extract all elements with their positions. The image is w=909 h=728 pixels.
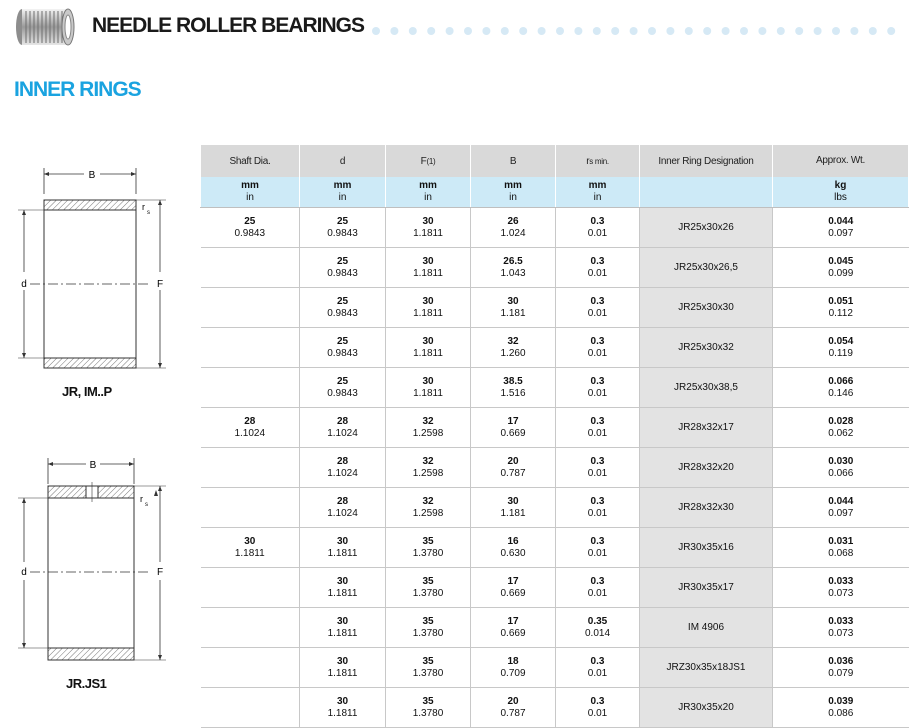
header-f: F(1) [386,145,471,177]
f-cell: 32 1.2598 [386,448,471,488]
decorative-dot [427,27,435,35]
header-weight: Approx. Wt. [773,145,909,177]
shaft-dia-cell [201,488,300,528]
shaft-dia-cell [201,688,300,728]
f-cell: 35 1.3780 [386,528,471,568]
dim-b-label: B [89,460,97,471]
f-cell: 35 1.3780 [386,608,471,648]
designation-cell: IM 4906 [640,608,773,648]
f-cell: 30 1.1811 [386,288,471,328]
f-cell: 30 1.1811 [386,208,471,248]
weight-cell: 0.033 0.073 [773,608,909,648]
decorative-dot [611,27,619,35]
weight-cell: 0.033 0.073 [773,568,909,608]
d-cell: 30 1.1811 [300,648,386,688]
decorative-dot [740,27,748,35]
table-row [201,528,909,568]
table-row [201,288,909,328]
d-cell: 25 0.9843 [300,328,386,368]
r-cell: 0.3 0.01 [556,568,640,608]
designation-cell: JR28x32x30 [640,488,773,528]
decorative-dot [501,27,509,35]
weight-cell: 0.045 0.099 [773,248,909,288]
table-row [201,648,909,688]
decorative-dot [758,27,766,35]
dim-r-label: r [142,202,145,212]
shaft-dia-cell [201,648,300,688]
header-r-sub: s min. [589,156,609,166]
shaft-dia-cell [201,288,300,328]
r-cell: 0.3 0.01 [556,368,640,408]
dim-f-label: F [156,567,164,578]
dim-r-subscript: s [147,210,150,216]
b-cell: 26 1.024 [471,208,556,248]
b-cell: 26.5 1.043 [471,248,556,288]
dim-d-label: d [21,567,27,578]
decorative-dot [869,27,877,35]
decorative-dot [887,27,895,35]
designation-cell: JR25x30x26,5 [640,248,773,288]
decorative-dot [832,27,840,35]
dim-b-label: B [88,170,96,181]
b-cell: 38.5 1.516 [471,368,556,408]
unit-cell: mm in [201,177,300,208]
r-cell: 0.3 0.01 [556,648,640,688]
weight-cell: 0.054 0.119 [773,328,909,368]
figure-label-jr: JR, IM..P [62,384,112,399]
designation-cell: JR25x30x26 [640,208,773,248]
d-cell: 30 1.1811 [300,568,386,608]
weight-cell: 0.028 0.062 [773,408,909,448]
header-r: rs min. [556,145,640,177]
unit-cell: mm in [386,177,471,208]
shaft-dia-cell [201,448,300,488]
header-f-note: (1) [426,156,436,166]
decorative-dot-line [370,25,900,37]
unit-cell: mm in [300,177,386,208]
designation-cell: JR25x30x30 [640,288,773,328]
b-cell: 17 0.669 [471,408,556,448]
weight-cell: 0.036 0.079 [773,648,909,688]
decorative-dot [666,27,674,35]
table-header-row [201,145,909,177]
needle-bearing-icon [14,6,76,48]
b-cell: 20 0.787 [471,448,556,488]
table-row [201,488,909,528]
decorative-dot [538,27,546,35]
page-header [0,0,909,60]
designation-cell: JRZ30x35x18JS1 [640,648,773,688]
table-row [201,568,909,608]
f-cell: 32 1.2598 [386,488,471,528]
table-row [201,608,909,648]
decorative-dot [777,27,785,35]
decorative-dot [482,27,490,35]
header-designation: Inner Ring Designation [640,145,773,177]
designation-cell: JR28x32x17 [640,408,773,448]
r-cell: 0.35 0.014 [556,608,640,648]
table-row [201,248,909,288]
table-units-row [201,177,909,208]
shaft-dia-cell [201,568,300,608]
decorative-dot [850,27,858,35]
d-cell: 28 1.1024 [300,408,386,448]
shaft-dia-cell: 25 0.9843 [201,208,300,248]
dim-r-label: r [140,494,143,504]
weight-cell: 0.044 0.097 [773,488,909,528]
shaft-dia-cell: 30 1.1811 [201,528,300,568]
d-cell: 25 0.9843 [300,288,386,328]
r-cell: 0.3 0.01 [556,528,640,568]
b-cell: 20 0.787 [471,688,556,728]
decorative-dot [446,27,454,35]
ring-cross-section-drawing-with-lube-hole [0,450,200,670]
dim-r-subscript: s [145,502,148,508]
header-d: d [300,145,386,177]
header-b: B [471,145,556,177]
table-row [201,368,909,408]
f-cell: 35 1.3780 [386,568,471,608]
decorative-dot [630,27,638,35]
decorative-dot [795,27,803,35]
decorative-dot [814,27,822,35]
table-row [201,448,909,488]
table-row [201,408,909,448]
r-cell: 0.3 0.01 [556,288,640,328]
d-cell: 30 1.1811 [300,608,386,648]
b-cell: 18 0.709 [471,648,556,688]
shaft-dia-cell: 28 1.1024 [201,408,300,448]
r-cell: 0.3 0.01 [556,408,640,448]
dim-d-label: d [21,279,27,290]
designation-cell: JR25x30x32 [640,328,773,368]
section-title: INNER RINGS [14,78,141,101]
table-row [201,208,909,248]
shaft-dia-cell [201,248,300,288]
shaft-dia-cell [201,608,300,648]
decorative-dot [574,27,582,35]
figure-label-jrjs1: JR.JS1 [66,676,107,691]
decorative-dot [556,27,564,35]
weight-cell: 0.030 0.066 [773,448,909,488]
designation-cell: JR25x30x38,5 [640,368,773,408]
d-cell: 30 1.1811 [300,688,386,728]
decorative-dot [519,27,527,35]
decorative-dot [464,27,472,35]
inner-rings-spec-table [200,145,909,728]
r-cell: 0.3 0.01 [556,688,640,728]
page-title: NEEDLE ROLLER BEARINGS [92,14,365,37]
decorative-dot [593,27,601,35]
jrjs1-ring-diagram [0,450,200,700]
weight-cell: 0.044 0.097 [773,208,909,248]
d-cell: 25 0.9843 [300,208,386,248]
f-cell: 30 1.1811 [386,248,471,288]
shaft-dia-cell [201,368,300,408]
b-cell: 32 1.260 [471,328,556,368]
d-cell: 25 0.9843 [300,368,386,408]
dim-f-label: F [156,279,164,290]
table-row [201,328,909,368]
weight-cell: 0.039 0.086 [773,688,909,728]
decorative-dot [703,27,711,35]
decorative-dot [685,27,693,35]
designation-cell: JR30x35x17 [640,568,773,608]
f-cell: 32 1.2598 [386,408,471,448]
shaft-dia-cell [201,328,300,368]
unit-cell: mm in [471,177,556,208]
d-cell: 28 1.1024 [300,448,386,488]
ring-cross-section-drawing [0,160,200,380]
weight-cell: 0.051 0.112 [773,288,909,328]
d-cell: 25 0.9843 [300,248,386,288]
designation-cell: JR30x35x16 [640,528,773,568]
d-cell: 28 1.1024 [300,488,386,528]
f-cell: 35 1.3780 [386,648,471,688]
decorative-dot [722,27,730,35]
r-cell: 0.3 0.01 [556,208,640,248]
decorative-dot [409,27,417,35]
r-cell: 0.3 0.01 [556,248,640,288]
designation-cell: JR28x32x20 [640,448,773,488]
unit-cell [640,177,773,208]
f-cell: 35 1.3780 [386,688,471,728]
b-cell: 17 0.669 [471,608,556,648]
weight-cell: 0.066 0.146 [773,368,909,408]
r-cell: 0.3 0.01 [556,328,640,368]
decorative-dot [372,27,380,35]
r-cell: 0.3 0.01 [556,488,640,528]
b-cell: 16 0.630 [471,528,556,568]
unit-cell: mm in [556,177,640,208]
designation-cell: JR30x35x20 [640,688,773,728]
b-cell: 30 1.181 [471,288,556,328]
b-cell: 17 0.669 [471,568,556,608]
d-cell: 30 1.1811 [300,528,386,568]
table-row [201,688,909,728]
header-shaft-dia: Shaft Dia. [201,145,300,177]
unit-cell: kg lbs [773,177,909,208]
f-cell: 30 1.1811 [386,328,471,368]
f-cell: 30 1.1811 [386,368,471,408]
r-cell: 0.3 0.01 [556,448,640,488]
jr-ring-diagram [0,160,200,410]
decorative-dot [390,27,398,35]
b-cell: 30 1.181 [471,488,556,528]
decorative-dot [648,27,656,35]
weight-cell: 0.031 0.068 [773,528,909,568]
